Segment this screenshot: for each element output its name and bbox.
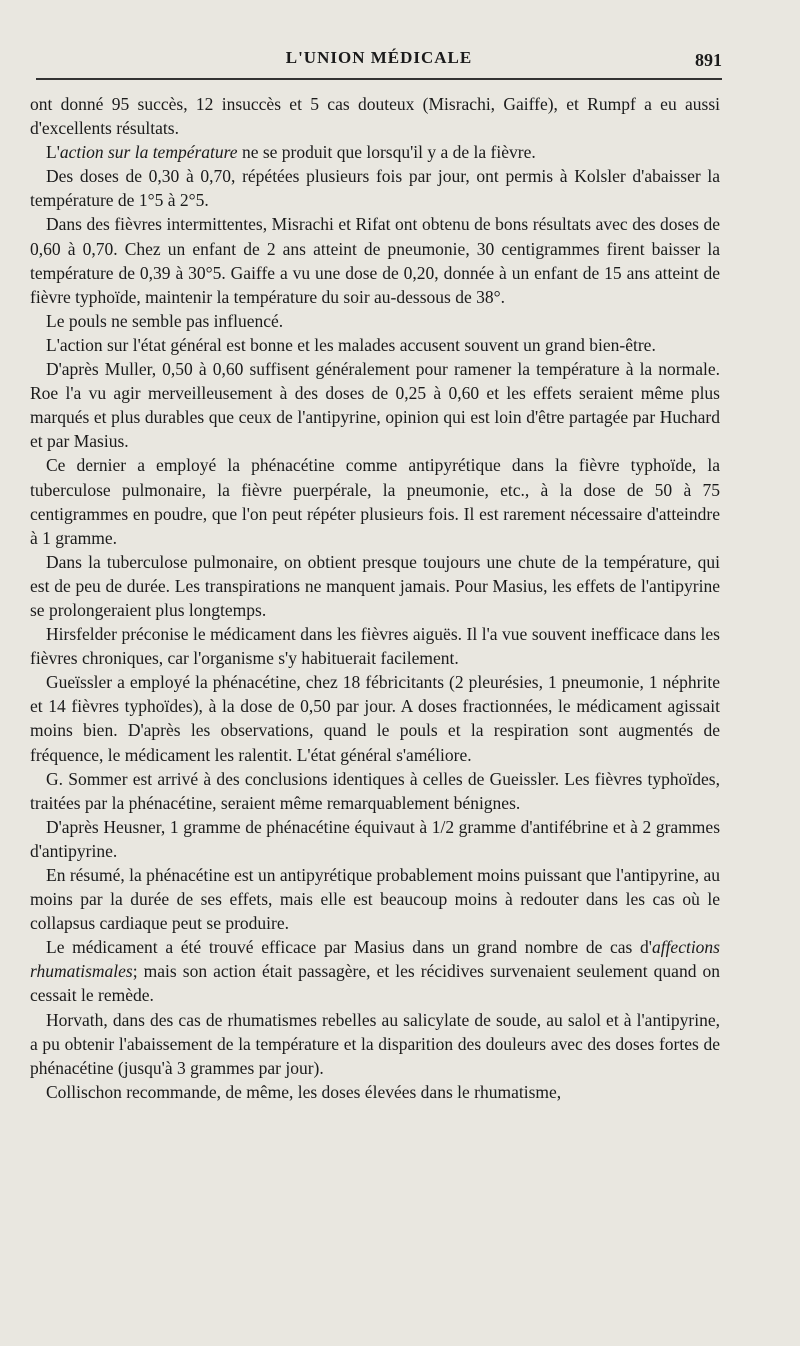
paragraph [30,92,720,140]
paragraph [30,309,720,333]
paragraph [30,767,720,815]
paragraph [30,863,720,935]
text-run: ont donné 95 succès, 12 insuccès et 5 cas douteux (Misrachi, Gaiffe), et Rumpf a eu aussi d'excellents résultats. [30,94,720,139]
body-text [30,92,720,1104]
paragraph [30,935,720,1007]
paragraph [30,357,720,453]
text-run: Hirsfelder préconise le médicament dans les fièvres aiguës. Il l'a vue souvent inefficace dans les fièvres chroniques, car l'organisme s'y habituerait facilement. [30,624,720,669]
text-run: Le médicament a été trouvé efficace par Masius dans un grand nombre de cas d' [46,937,652,958]
text-run: L' [46,142,60,163]
paragraph [30,670,720,766]
header-rule [36,78,722,80]
text-run: Ce dernier a employé la phénacétine comme antipyrétique dans la fièvre typhoïde, la tuberculose pulmonaire, la fièvre puerpérale, la pneumonie, etc., à la dose de 50 à 75 centigrammes en poudre, que l'on peut répéter plusieurs fois. Il est rarement nécessaire d'atteindre à 1 gramme. [30,455,720,548]
paragraph [30,622,720,670]
text-run: D'après Heusner, 1 gramme de phénacétine équivaut à 1/2 gramme d'antifébrine et à 2 grammes d'antipyrine. [30,816,720,861]
page-number: 891 [695,50,722,70]
italic-run: affections rhumatismales [30,937,720,982]
paragraph [30,453,720,549]
paragraph [30,164,720,212]
text-run: ne se produit que lorsqu'il y a de la fièvre. [237,142,536,163]
paragraph [30,1080,720,1104]
text-run: G. Sommer est arrivé à des conclusions identiques à celles de Gueissler. Les fièvres typhoïdes, traitées par la phénacétine, seraient même remarquablement bénignes. [30,768,720,813]
page-header [36,48,722,78]
text-run: L'action sur l'état général est bonne et les malades accusent souvent un grand bien-être. [46,334,656,355]
paragraph [30,333,720,357]
text-run: Horvath, dans des cas de rhumatismes rebelles au salicylate de soude, au salol et à l'antipyrine, a pu obtenir l'abaissement de la température et la disparition des douleurs avec des doses fortes de phénacétine (jusqu'à 3 grammes par jour). [30,1009,720,1078]
paragraph [30,1008,720,1080]
paragraph [30,212,720,308]
paragraph [30,140,720,164]
italic-run: action sur la température [59,142,238,163]
text-run: ; mais son action était passagère, et les récidives survenaient seulement quand on cessait le remède. [30,961,720,1006]
paragraph [30,550,720,622]
running-title: L'UNION MÉDICALE [285,48,473,67]
text-run: Dans la tuberculose pulmonaire, on obtient presque toujours une chute de la température, qui est de peu de durée. Les transpirations ne manquent jamais. Pour Masius, les effets de l'antipyrine se prolongeraient plus longtemps. [30,551,720,620]
text-run: Gueïssler a employé la phénacétine, chez 18 fébricitants (2 pleurésies, 1 pneumonie, 1 néphrite et 14 fièvres typhoïdes), à la dose de 0,50 par jour. A doses fractionnées, le médicament agissait moins bien. D'après les observations, quand le pouls et la respiration sont augmentés de fréquence, le médicament les ralentit. L'état général s'améliore. [30,672,720,765]
text-run: Dans des fièvres intermittentes, Misrachi et Rifat ont obtenu de bons résultats avec des doses de 0,60 à 0,70. Chez un enfant de 2 ans atteint de pneumonie, 30 centigrammes firent baisser la température de 0,39 à 30°5. Gaiffe a vu une dose de 0,20, donnée à un enfant de 15 ans atteint de fièvre typhoïde, maintenir la température du soir au-dessous de 38°. [30,214,720,307]
text-run: Des doses de 0,30 à 0,70, répétées plusieurs fois par jour, ont permis à Kolsler d'abaisser la température de 1°5 à 2°5. [30,166,720,211]
text-run: D'après Muller, 0,50 à 0,60 suffisent généralement pour ramener la température à la normale. Roe l'a vu agir merveilleusement à des doses de 0,25 à 0,60 et les effets seraient même plus marqués et plus durables que ceux de l'antipyrine, opinion qui est loin d'être partagée par Huchard et par Masius. [30,359,720,452]
text-run: Le pouls ne semble pas influencé. [46,310,284,331]
paragraph [30,815,720,863]
text-run: Collischon recommande, de même, les doses élevées dans le rhumatisme, [46,1081,562,1102]
text-run: En résumé, la phénacétine est un antipyrétique probablement moins puissant que l'antipyrine, au moins par la durée de ses effets, mais elle est beaucoup moins à redouter dans les cas où le collapsus cardiaque peut se produire. [30,865,720,934]
